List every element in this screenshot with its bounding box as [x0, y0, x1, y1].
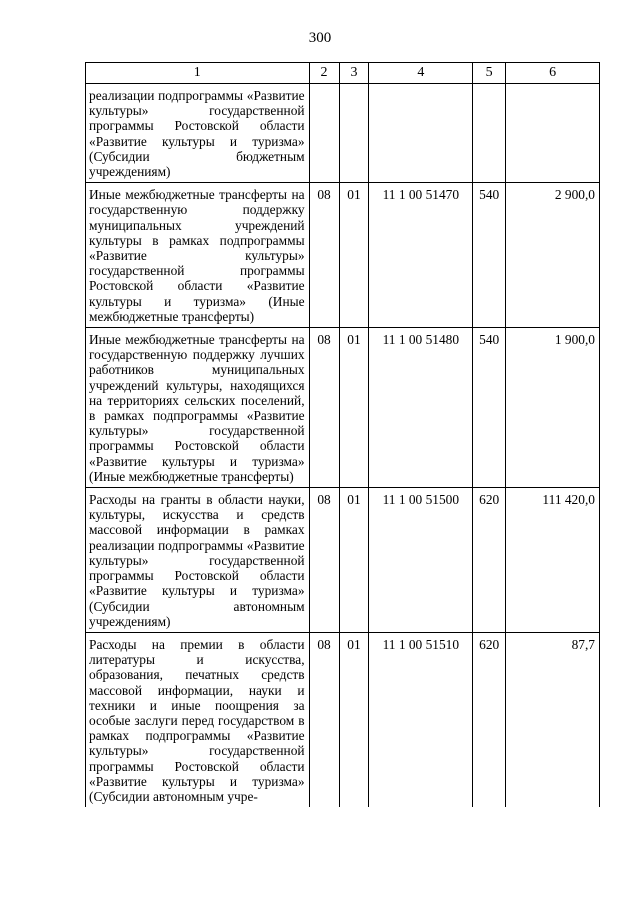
row-subsection: 01 [339, 488, 369, 633]
row-section [309, 84, 339, 183]
row-amount: 111 420,0 [506, 488, 600, 633]
row-amount: 87,7 [506, 632, 600, 807]
row-subsection: 01 [339, 632, 369, 807]
row-subsection [339, 84, 369, 183]
header-col-3: 3 [339, 63, 369, 84]
row-description: Расходы на премии в области литературы и искусства, образования, печатных средств массовой информации, науки и техники и иные поощрения за особые заслуги перед государством в рамках подпрограммы «Развитие культуры» государственной программы Ростовской области «Развитие культуры и туризма» (Субсидии автономным учре- [86, 632, 310, 807]
header-col-4: 4 [369, 63, 473, 84]
row-description: Иные межбюджетные трансферты на государственную поддержку лучших работников муниципальных учреждений культуры, находящихся на территориях сельских поселений, в рамках подпрограммы «Развитие культуры» государственной программы Ростовской области «Развитие культуры и туризма» (Иные межбюджетные трансферты) [86, 328, 310, 488]
row-target: 11 1 00 51480 [369, 328, 473, 488]
row-target: 11 1 00 51510 [369, 632, 473, 807]
row-section: 08 [309, 488, 339, 633]
row-expense-type: 540 [473, 328, 506, 488]
row-expense-type [473, 84, 506, 183]
budget-table [85, 62, 600, 807]
row-description: Иные межбюджетные трансферты на государственную поддержку муниципальных учреждений культуры в рамках подпрограммы «Развитие культуры» государственной программы Ростовской области «Развитие культуры и туризма» (Иные межбюджетные трансферты) [86, 183, 310, 328]
header-col-5: 5 [473, 63, 506, 84]
header-col-2: 2 [309, 63, 339, 84]
header-col-6: 6 [506, 63, 600, 84]
row-section: 08 [309, 632, 339, 807]
table-row [86, 632, 600, 807]
row-target: 11 1 00 51470 [369, 183, 473, 328]
row-amount: 2 900,0 [506, 183, 600, 328]
row-subsection: 01 [339, 328, 369, 488]
table-header-row [86, 63, 600, 84]
row-section: 08 [309, 183, 339, 328]
row-amount [506, 84, 600, 183]
row-expense-type: 620 [473, 488, 506, 633]
table-row [86, 328, 600, 488]
row-subsection: 01 [339, 183, 369, 328]
row-expense-type: 540 [473, 183, 506, 328]
row-description: реализации подпрограммы «Развитие культуры» государственной программы Ростовской области «Развитие культуры и туризма» (Субсидии бюджетным учреждениям) [86, 84, 310, 183]
row-target [369, 84, 473, 183]
row-description: Расходы на гранты в области науки, культуры, искусства и средств массовой информации в рамках реализации подпрограммы «Развитие культуры» государственной программы Ростовской области «Развитие культуры и туризма» (Субсидии автономным учреждениям) [86, 488, 310, 633]
page-number: 300 [308, 30, 332, 46]
header-col-1: 1 [86, 63, 310, 84]
table-row [86, 84, 600, 183]
row-amount: 1 900,0 [506, 328, 600, 488]
table-row [86, 183, 600, 328]
row-expense-type: 620 [473, 632, 506, 807]
table-row [86, 488, 600, 633]
row-section: 08 [309, 328, 339, 488]
row-target: 11 1 00 51500 [369, 488, 473, 633]
